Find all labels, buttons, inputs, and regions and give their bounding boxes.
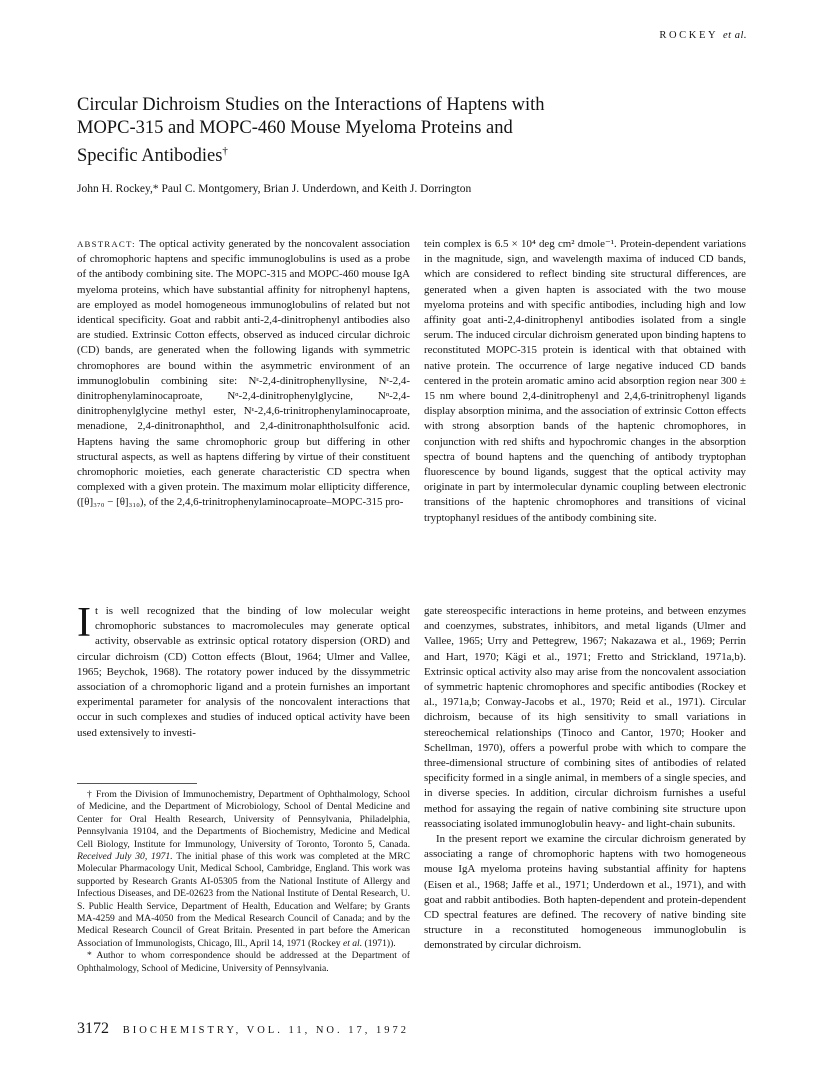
footnote-rule	[77, 783, 197, 784]
abstract-text-right: tein complex is 6.5 × 10⁴ deg cm² dmole⁻¹. Protein-dependent variations in the magnitude, sign, and wavelength maxima of induced CD bands, which are considered to reflect binding site structural differences, are generated when a given hapten is associated with the two mouse myeloma proteins and with specific antibodies, including high and low affinity goat anti-2,4-dinitrophenyl antibodies isolated from a single serum. The induced circular dichroism generated upon binding haptens to reconstituted MOPC-315 protein is identical with that obtained with native protein. The occurrence of large negative induced CD bands centered in the protein aromatic amino acid absorption region near 300 ± 15 nm where bound 2,4-dinitrophenyl and 2,4,6-trinitrophenyl ligands display absorption minima, and the association of extrinsic Cotton effects with strong absorption bands of the haptenic chromophores, in conjunction with red shifts and hypochromic changes in the absorption spectra of bound haptens and the quenching of antibody tryptophan fluorescence by bound ligands, suggest that the optical activity may originate in part by intermolecular dynamic coupling between electronic transitions of the haptenic chromophores and transitions of vicinal tryptophanyl residues of the antibody combining site.	[424, 238, 746, 524]
page-footer	[77, 1020, 409, 1038]
title-line-1: Circular Dichroism Studies on the Interactions of Haptens with	[77, 95, 545, 115]
footnotes	[77, 789, 410, 975]
abstract-right-column	[424, 237, 746, 526]
journal-citation: BIOCHEMISTRY, VOL. 11, NO. 17, 1972	[122, 1025, 409, 1036]
running-head	[659, 30, 747, 41]
body-right-column	[424, 604, 746, 954]
abstract-left-column	[77, 237, 410, 511]
author-list: John H. Rockey,* Paul C. Montgomery, Brian J. Underdown, and Keith J. Dorrington	[77, 183, 472, 195]
page-number: 3172	[77, 1020, 109, 1037]
footnote-correspondence: * Author to whom correspondence should be addressed at the Department of Ophthalmology, School of Medicine, University of Pennsylvania.	[77, 950, 410, 974]
title-line-3: Specific Antibodies	[77, 146, 223, 167]
body-paragraph-3: In the present report we examine the circular dichroism generated by associating a range of chromophoric haptens with two homogeneous mouse IgA myeloma proteins having substantial affinity for haptens (Eisen et al., 1968; Jaffe et al., 1971; Underdown et al., 1971), and with goat and rabbit antibodies. Both hapten-dependent and protein-dependent CD spectral features are defined. The recovery of native binding site structure in a reconstituted homogeneous immunoglobulin is demonstrated by circular dichroism.	[424, 833, 746, 952]
abstract-text-left: The optical activity generated by the noncovalent association of chromophoric haptens and specific immunoglobulins is used as a probe of the antibody combining site. The MOPC-315 and MOPC-460 mouse IgA myeloma proteins, which have substantial affinity for nitrophenyl haptens, are employed as model homogeneous immunoglobulins of related but not identical specificity. Goat and rabbit anti-2,4-dinitrophenyl antibodies also are studied. Extrinsic Cotton effects, observed as induced circular dichroic (CD) bands, are generated when the following ligands with symmetric chromophores are bound within the asymmetric environment of an immunoglobulin combining site: Nᵋ-2,4-dinitrophenyllysine, Nᵋ-2,4-dinitrophenylaminocaproate, Nᵅ-2,4-dinitrophenylglycine, Nᵅ-2,4-dinitrophenylglycine methyl ester, Nᵋ-2,4,6-trinitrophenylaminocaproate, menadione, 2,4-dinitronaphthol, and 2,4-dinitronaphtholsulfonic acid. Haptens having the same chromophoric group but differing in other structural aspects, as well as haptens differing by virtue of their constituent chromophoric moieties, each generate characteristic CD spectra when complexed with a given protein. The maximum molar ellipticity difference, ([θ]₃₇₀ − [θ]₃₁₀), of the 2,4,6-trinitrophenylaminocaproate–MOPC-315 pro-	[77, 238, 410, 509]
article-title	[77, 94, 597, 168]
title-line-2: MOPC-315 and MOPC-460 Mouse Myeloma Proteins and	[77, 118, 513, 138]
abstract-label: ABSTRACT:	[77, 239, 136, 249]
body-paragraph-2: gate stereospecific interactions in heme proteins, and between enzymes and coenzymes, substrates, inhibitors, and metal ligands (Ulmer and Vallee, 1965; Urry and Pettegrew, 1967; Nakazawa et al., 1969; Perrin and Hart, 1970; Kägi et al., 1971; Fretto and Strickland, 1971a,b). Extrinsic optical activity also may arise from the noncovalent association of symmetric haptenic chromophores and specific antibodies (Rockey et al., 1971a,b; Conway-Jacobs et al., 1970; Reid et al., 1971). Circular dichroism, because of its high sensitivity to small variations in stereochemical relationships (Tinoco and Cantor, 1970; Hooker and Schellman, 1970), offers a powerful probe with which to compare the three-dimensional structure of combining sites of antibodies of related specificity formed in a single animal, in members of a single species, and in diverse species. In addition, circular dichroism furnishes a useful method for assaying the regain of native combining site structure upon reassociating isolated immunoglobulin heavy- and light-chain subunits.	[424, 605, 746, 830]
footnote-affiliation: † From the Division of Immunochemistry, Department of Ophthalmology, School of Medicine, and the Department of Microbiology, School of Dental Medicine and Center for Oral Health Research, University of Pennsylvania, Philadelphia, Pennsylvania 19104, and the Departments of Biochemistry, Medicine and Medical Cell Biology, Institute for Immunology, University of Toronto, Toronto 5, Canada. Received July 30, 1971. The initial phase of this work was completed at the MRC Molecular Pharmacology Unit, Medical School, Cambridge, England. This work was supported by Research Grants AI-05305 from the National Institute of Allergy and Infectious Diseases, and DE-02623 from the National Institute of Dental Research, U. S. Public Health Service, Department of Health, Education and Welfare; by Grants MA-4259 and MA-4050 from the Medical Research Council of Canada; and by the Medical Research Council of Great Britain. Presented in part before the American Association of Immunologists, Chicago, Ill., April 14, 1971 (Rockey et al. (1971)).	[77, 789, 410, 949]
title-dagger: †	[222, 145, 228, 157]
drop-cap: I	[77, 600, 91, 646]
running-head-authors: ROCKEY	[659, 30, 718, 41]
body-left-column	[77, 600, 410, 741]
body-paragraph-1: t is well recognized that the binding of low molecular weight chromophoric substances to macromolecules may generate optical activity, observable as extrinsic optical rotatory dispersion (ORD) and circular dichroism (CD) Cotton effects (Blout, 1964; Ulmer and Vallee, 1965; Beychok, 1968). The rotatory power induced by the dissymmetric association of a chromophoric ligand and a protein furnishes an important experimental parameter for analysis of the noncovalent interactions that occur in such complexes and studies of induced optical activity have been used extensively to investi-	[77, 605, 410, 739]
running-head-etal: et al.	[723, 30, 747, 41]
received-date: Received July 30, 1971.	[77, 851, 173, 863]
